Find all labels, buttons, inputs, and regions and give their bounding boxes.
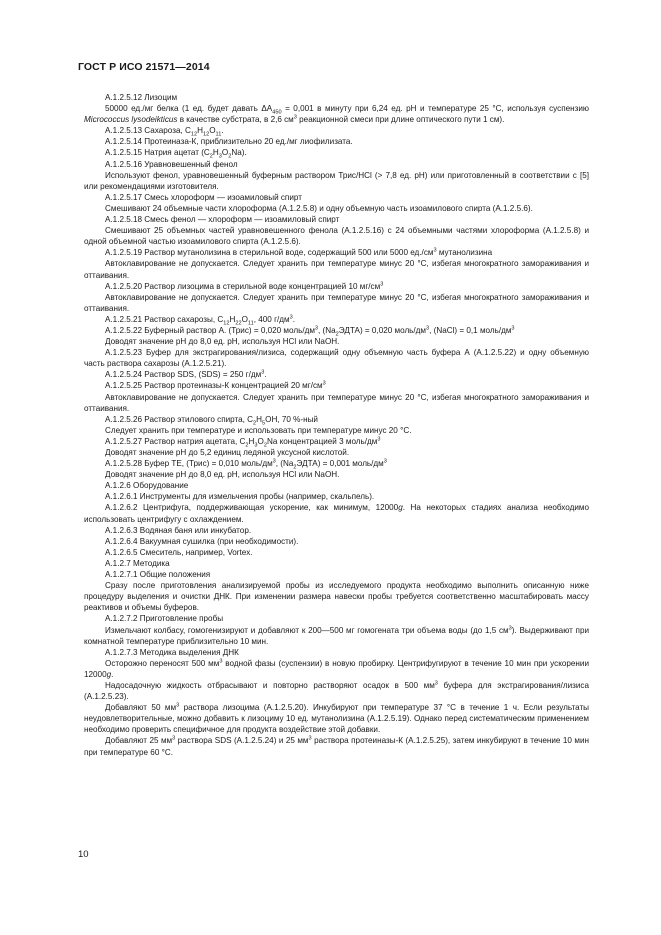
paragraph: Смешивают 24 объемные части хлороформа (A.1.2.5.8) и одну объемную часть изоамилового спирта (A.1.2.5.6). [105, 203, 533, 213]
paragraph: A.1.2.7.3 Методика выделения ДНК [105, 647, 239, 657]
paragraph: A.1.2.6.2 Центрифуга, поддерживающая ускорение, как минимум, 12000g. На некоторых стадиях анализа необходимо использовать центрифугу с охлаждением. [84, 503, 589, 524]
paragraph: A.1.2.5.26 Раствор этилового спирта, $C_2H_5OH$, 70 %-ный [105, 414, 318, 427]
paragraph: A.1.2.6.5 Смеситель, например, Vortex. [105, 547, 253, 557]
paragraph: A.1.2.5.28 Буфер ТЕ, (Трис) = 0,010 моль/$дм^3$, $(Na_2ЭДТА) = 0,001$ моль/$дм^3$ [105, 458, 387, 471]
paragraph: Смешивают 25 объемных частей уравновешенного фенола (A.1.2.5.16) с 24 объемными частями хлороформа (A.1.2.5.8) и одной объемной частью изоамилового спирта (A.1.2.5.6). [84, 226, 589, 247]
paragraph: A.1.2.5.21 Раствор сахарозы, $C_{12}H_{22}O_{11}$, 400 $г/дм^3$. [105, 314, 296, 327]
paragraph: Используют фенол, уравновешенный буферным раствором Трис/HCl (> 7,8 ед. pH) или приготовленный в соответствии с [5] или рекомендациями изготовителя. [84, 170, 589, 191]
paragraph: Автоклавирование не допускается. Следует хранить при температуре минус 20 °С, избегая многократного замораживания и оттаивания. [84, 392, 589, 413]
paragraph: A.1.2.5.14 Протеиназа-К, приблизительно 20 ед./мг лиофилизата. [105, 137, 353, 147]
paragraph: Измельчают колбасу, гомогенизируют и добавляют к 200—500 мг гомогената три объема воды (до 1,5 $см^3$). Выдерживают при комнатной температуре приблизительно 10 мин. [84, 624, 590, 646]
paragraph: A.1.2.6.3 Водяная баня или инкубатор. [105, 525, 252, 535]
paragraph: Доводят значение pH до 8,0 ед. pH, используя HCl или NaOH. [105, 470, 340, 480]
page-header-title: ГОСТ Р ИСО 21571—2014 [78, 61, 210, 73]
paragraph: A.1.2.5.13 Сахароза, $C_{12}H_{12}O_{11}$. [105, 126, 224, 138]
paragraph: A.1.2.5.17 Смесь хлороформ — изоамиловый спирт [105, 192, 302, 202]
paragraph: Надосадочную жидкость отбрасывают и повторно растворяют осадок в 500 $мм^3$ буфера для экстрагирования/лизиса (A.1.2.5.23). [84, 680, 590, 702]
paragraph: A.1.2.5.18 Смесь фенол — хлороформ — изоамиловый спирт [105, 215, 340, 225]
paragraph: Осторожно переносят 500 $мм^3$ водной фазы (суспензии) в новую пробирку. Центрифугируют в течение 10 мин при ускорении 12000g. [84, 658, 589, 679]
page-number: 10 [78, 849, 89, 860]
paragraph: A.1.2.6.1 Инструменты для измельчения пробы (например, скальпель). [105, 492, 375, 502]
paragraph: A.1.2.6 Оборудование [105, 481, 189, 491]
paragraph: A.1.2.7.1 Общие положения [105, 570, 211, 580]
paragraph: A.1.2.5.19 Раствор мутанолизина в стерильной воде, содержащий 500 или 5000 $ед./см^3$ мутанолизина [105, 247, 493, 258]
paragraph: Добавляют 25 $мм^3$ раствора SDS (A.1.2.5.24) и 25 $мм^3$ раствора протеиназы-К (A.1.2.5.25), затем инкубируют в течение 10 мин при температуре 60 °С. [84, 735, 590, 757]
paragraph: A.1.2.7 Методика [105, 558, 170, 568]
paragraph: A.1.2.5.22 Буферный раствор А. (Трис) = 0,020 моль/$дм^3$, $(Na_2ЭДТА) = 0,020$ моль/$дм^3$, (NaCl) = 0,1 моль/$дм^3$ [105, 325, 515, 338]
document-body [84, 92, 589, 758]
paragraph: A.1.2.5.23 Буфер для экстрагирования/лизиса, содержащий одну объемную часть буфера А (A.1.2.5.22) и одну объемную часть раствора сахарозы (A.1.2.5.21). [84, 348, 589, 369]
paragraph: A.1.2.5.16 Уравновешенный фенол [105, 159, 238, 169]
paragraph: Доводят значение pH до 5,2 единиц ледяной уксусной кислотой. [105, 448, 350, 457]
paragraph: A.1.2.5.12 Лизоцим [105, 93, 178, 102]
paragraph: A.1.2.6.4 Вакуумная сушилка (при необходимости). [105, 536, 299, 546]
paragraph: Доводят значение pH до 8,0 ед. pH, используя HCl или NaOH. [105, 337, 340, 347]
paragraph: A.1.2.5.27 Раствор натрия ацетата, $C_2H_3O_2Na$ концентрацией 3 моль/$дм^3$ [105, 436, 381, 449]
paragraph: A.1.2.5.25 Раствор протеиназы-К концентрацией 20 $мг/см^3$ [105, 380, 326, 391]
paragraph: A.1.2.5.20 Раствор лизоцима в стерильной воде концентрацией 10 $мг/см^3$ [105, 280, 384, 291]
paragraph: Автоклавирование не допускается. Следует хранить при температуре минус 20 °С, избегая многократного замораживания и оттаивания. [84, 292, 589, 313]
paragraph: Сразу после приготовления анализируемой пробы из исследуемого продукта необходимо выполнить описанную ниже процедуру выделения и очистки ДНК. При изменении размера навески пробы требуется соответственно масштабировать массу реактивов и объемы буферов. [84, 581, 589, 613]
paragraph: A.1.2.7.2 Приготовление пробы [105, 614, 224, 624]
paragraph: Добавляют 50 $мм^3$ раствора лизоцима (A.1.2.5.20). Инкубируют при температуре 37 °С в течение 1 ч. Если результаты неудовлетворительные, можно добавить к лизоциму 10 ед. мутанолизина (A.1.2.5.19). Однако перед систематическим применением необходимо проверить специфичное для продукта воздействие этой добавки. [84, 702, 590, 735]
paragraph: Автоклавирование не допускается. Следует хранить при температуре минус 20 °С, избегая многократного замораживания и оттаивания. [84, 259, 589, 280]
paragraph: Следует хранить при температуре и использовать при температуре минус 20 °С. [105, 425, 412, 435]
paragraph: A.1.2.5.24 Раствор SDS, (SDS) = 250 $г/дм^3$. [105, 369, 267, 380]
paragraph: A.1.2.5.15 Натрия ацетат $(C_2H_3O_2Na)$. [105, 148, 247, 161]
paragraph: 50000 ед./мг белка (1 ед. будет давать $\Delta A_{450} = 0,001$ в минуту при 6,24 ед. pH и температуре 25 °С, используя суспензию Micrococcus lysodeikticus в качестве субстрата, в 2,6 $см^3$ реакционной смеси при длине оптического пути 1 см). [84, 104, 589, 125]
